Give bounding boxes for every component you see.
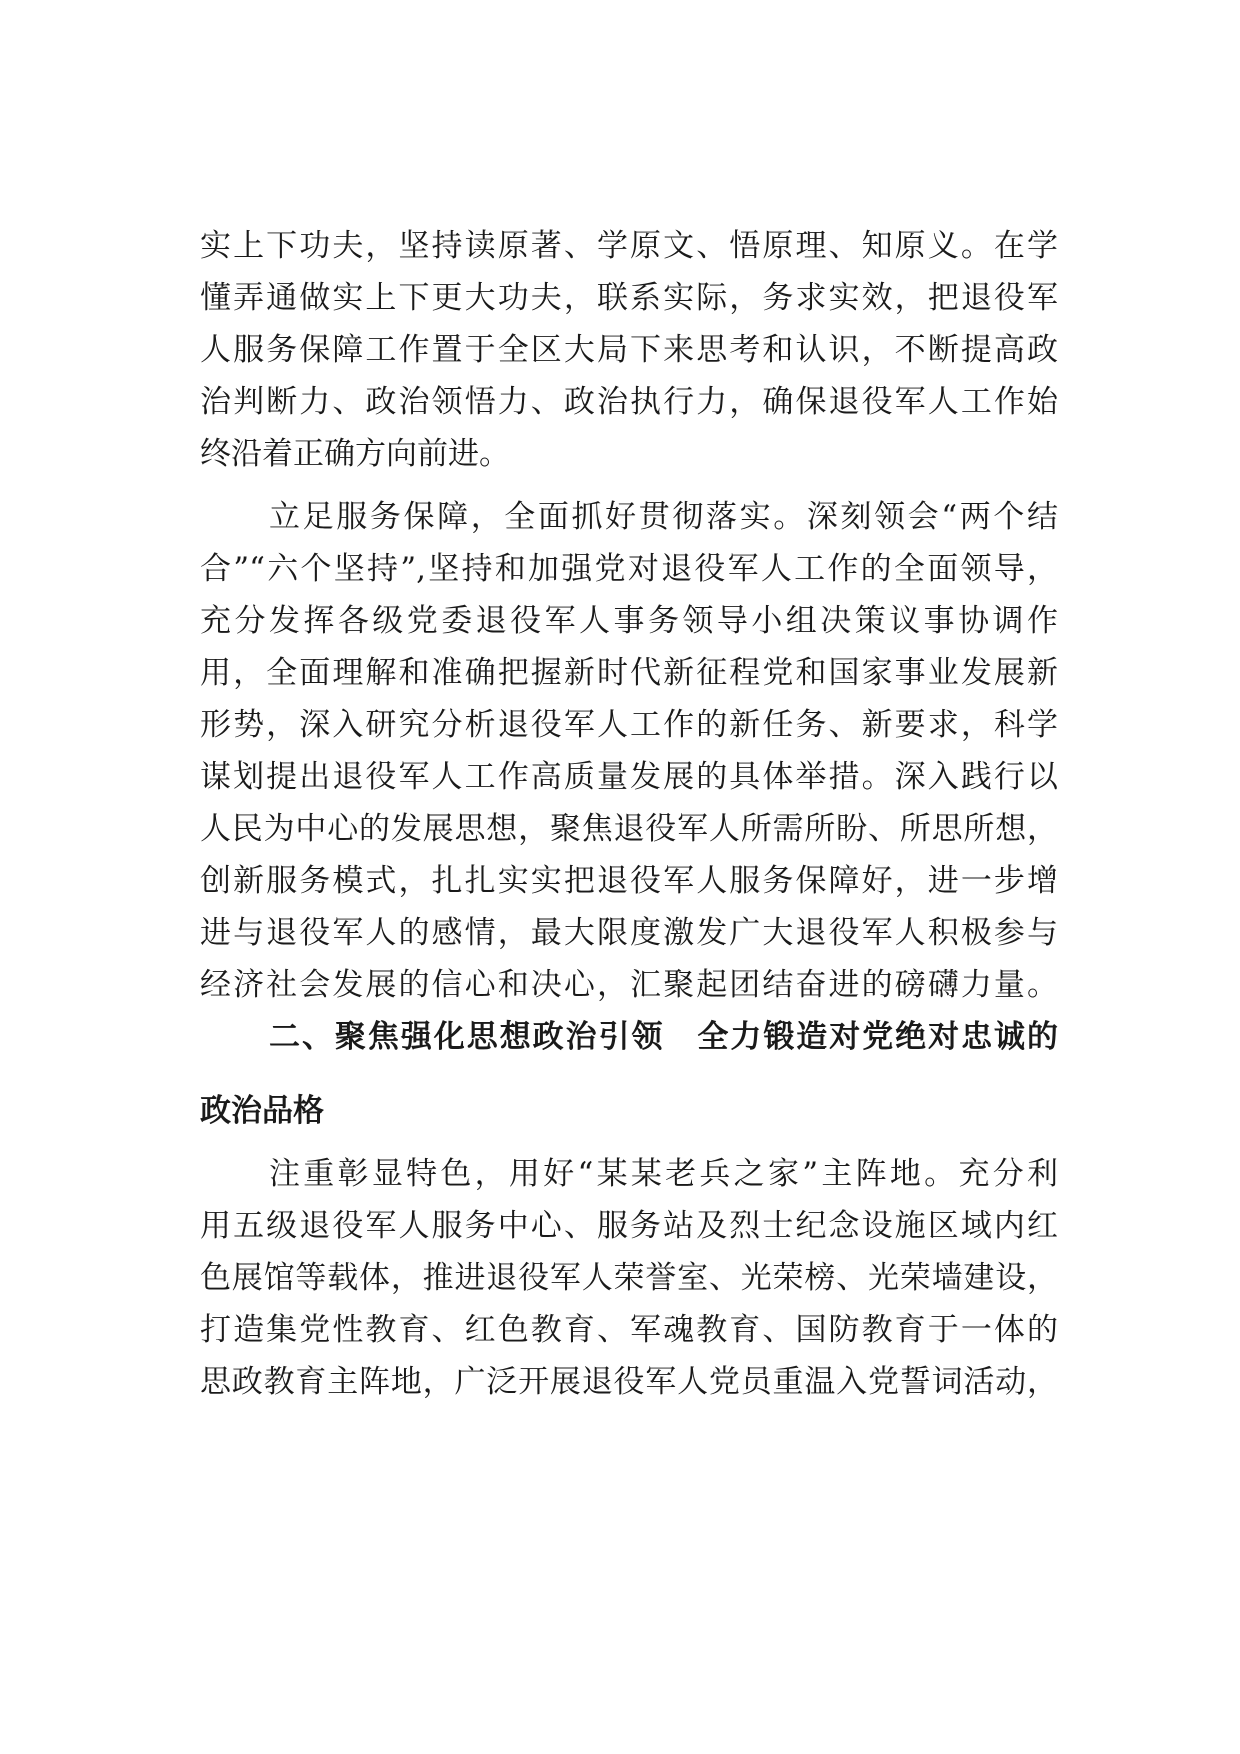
text-line: 立足服务保障，全面抓好贯彻落实。深刻领会“两个结: [269, 499, 1058, 535]
text-line: 终沿着正确方向前进。: [200, 436, 510, 472]
text-line: 合”“六个坚持”,坚持和加强党对退役军人工作的全面领导，: [200, 551, 1058, 587]
text-line: 人服务保障工作置于全区大局下来思考和认识，不断提高政: [200, 332, 1058, 368]
text-line: 治判断力、政治领悟力、政治执行力，确保退役军人工作始: [200, 384, 1058, 420]
heading-line: 二、聚焦强化思想政治引领 全力锻造对党绝对忠诚的: [269, 1019, 1058, 1055]
text-line: 懂弄通做实上下更大功夫，联系实际，务求实效，把退役军: [200, 280, 1058, 316]
document-body: [200, 220, 1058, 1408]
text-line: 进与退役军人的感情，最大限度激发广大退役军人积极参与: [200, 915, 1058, 951]
paragraph: [200, 220, 1058, 480]
text-line: 经济社会发展的信心和决心，汇聚起团结奋进的磅礴力量。: [200, 967, 1058, 1003]
text-line: 形势，深入研究分析退役军人工作的新任务、新要求，科学: [200, 707, 1058, 743]
text-line: 谋划提出退役军人工作高质量发展的具体举措。深入践行以: [200, 759, 1058, 795]
heading-line: 政治品格: [200, 1093, 324, 1129]
text-line: 人民为中心的发展思想，聚焦退役军人所需所盼、所思所想，: [200, 811, 1058, 847]
text-line: 用，全面理解和准确把握新时代新征程党和国家事业发展新: [200, 655, 1058, 691]
text-line: 充分发挥各级党委退役军人事务领导小组决策议事协调作: [200, 603, 1058, 639]
text-line: 用五级退役军人服务中心、服务站及烈士纪念设施区域内红: [200, 1208, 1058, 1244]
paragraph: [200, 491, 1058, 1011]
text-line: 打造集党性教育、红色教育、军魂教育、国防教育于一体的: [200, 1312, 1058, 1348]
text-line: 实上下功夫，坚持读原著、学原文、悟原理、知原义。在学: [200, 228, 1058, 264]
text-line: 创新服务模式，扎扎实实把退役军人服务保障好，进一步增: [200, 863, 1058, 899]
paragraph: [200, 1148, 1058, 1408]
text-line: 色展馆等载体，推进退役军人荣誉室、光荣榜、光荣墙建设，: [200, 1260, 1058, 1296]
text-line: 注重彰显特色，用好“某某老兵之家”主阵地。充分利: [269, 1156, 1058, 1192]
text-line: 思政教育主阵地，广泛开展退役军人党员重温入党誓词活动，: [200, 1364, 1058, 1400]
section-heading: [200, 1011, 1058, 1137]
